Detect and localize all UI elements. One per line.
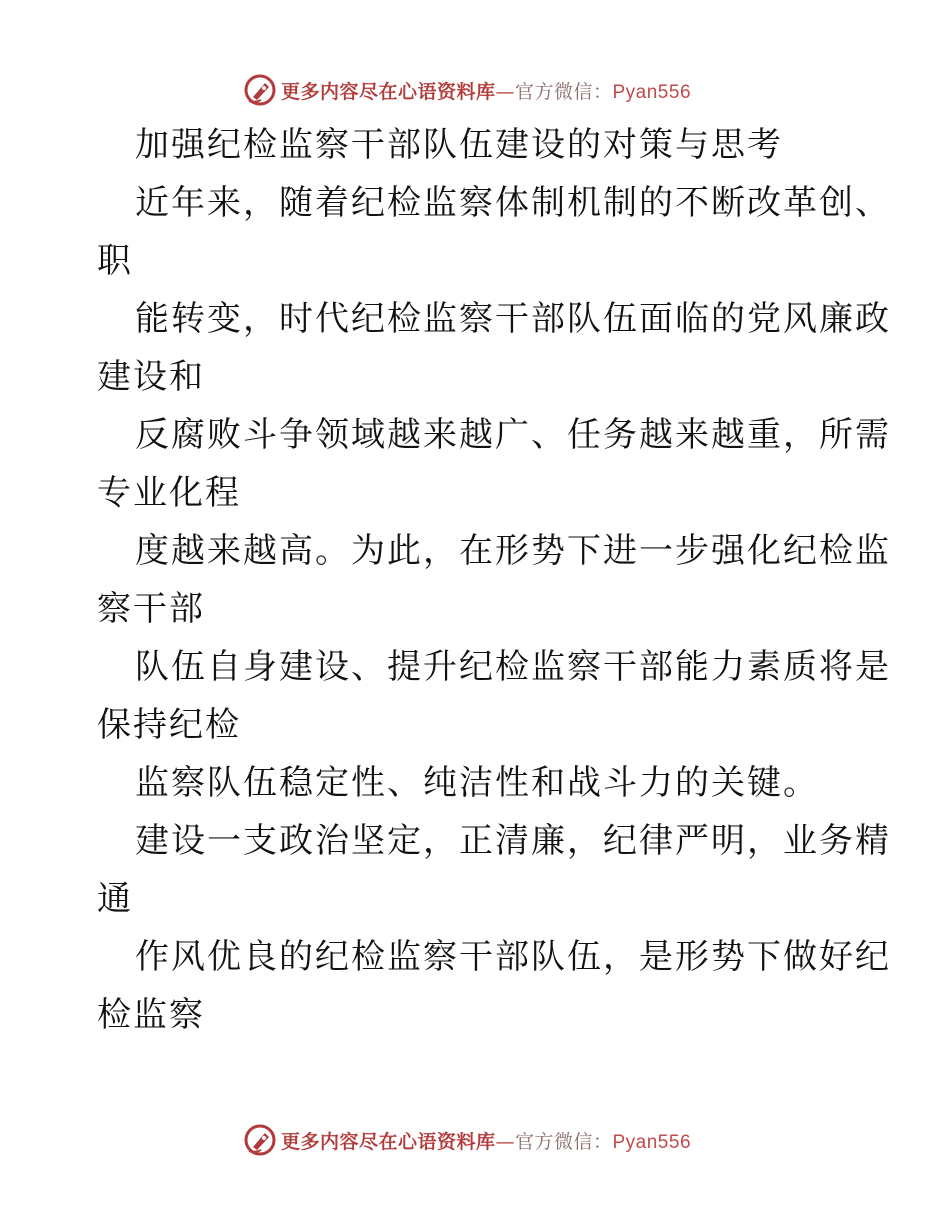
header-banner-label: 官方微信： [514, 80, 613, 103]
text-line: 专业化程 [97, 473, 241, 513]
header-banner-text [281, 77, 691, 104]
footer-banner-inner [243, 1123, 691, 1157]
text-line: 通 [97, 879, 133, 919]
text-line: 建设一支政治坚定，正清廉，纪律严明，业务精 [135, 821, 891, 861]
header-banner-inner [243, 73, 691, 107]
footer-banner-title: 更多内容尽在心语资料库 [280, 1130, 496, 1153]
document-title: 加强纪检监察干部队伍建设的对策与思考 [135, 125, 783, 165]
footer-banner-label: 官方微信： [514, 1130, 613, 1153]
document-body [97, 116, 891, 1044]
pen-nib-logo-icon [243, 1123, 277, 1157]
text-line: 检监察 [97, 995, 205, 1035]
text-line: 察干部 [97, 589, 205, 629]
text-line: 队伍自身建设、提升纪检监察干部能力素质将是 [135, 647, 891, 687]
text-line: 近年来，随着纪检监察体制机制的不断改革创、 [135, 183, 891, 223]
text-line: 度越来越高。为此，在形势下进一步强化纪检监 [135, 531, 891, 571]
text-line: 作风优良的纪检监察干部队伍，是形势下做好纪 [135, 937, 891, 977]
header-banner [0, 72, 950, 108]
text-line: 保持纪检 [97, 705, 241, 745]
text-line: 职 [97, 241, 133, 281]
footer-banner-dash: — [495, 1130, 515, 1153]
text-line: 反腐败斗争领域越来越广、任务越来越重，所需 [135, 415, 891, 455]
header-banner-title: 更多内容尽在心语资料库 [280, 80, 496, 103]
footer-banner-text [281, 1127, 691, 1154]
text-line: 能转变，时代纪检监察干部队伍面临的党风廉政 [135, 299, 891, 339]
header-banner-dash: — [495, 80, 515, 103]
pen-nib-logo-icon [243, 73, 277, 107]
footer-banner [0, 1122, 950, 1158]
text-line: 建设和 [97, 357, 205, 397]
text-line: 监察队伍稳定性、纯洁性和战斗力的关键。 [135, 763, 819, 803]
footer-banner-wechat-id: Pyan556 [612, 1131, 692, 1153]
header-banner-wechat-id: Pyan556 [612, 81, 692, 103]
